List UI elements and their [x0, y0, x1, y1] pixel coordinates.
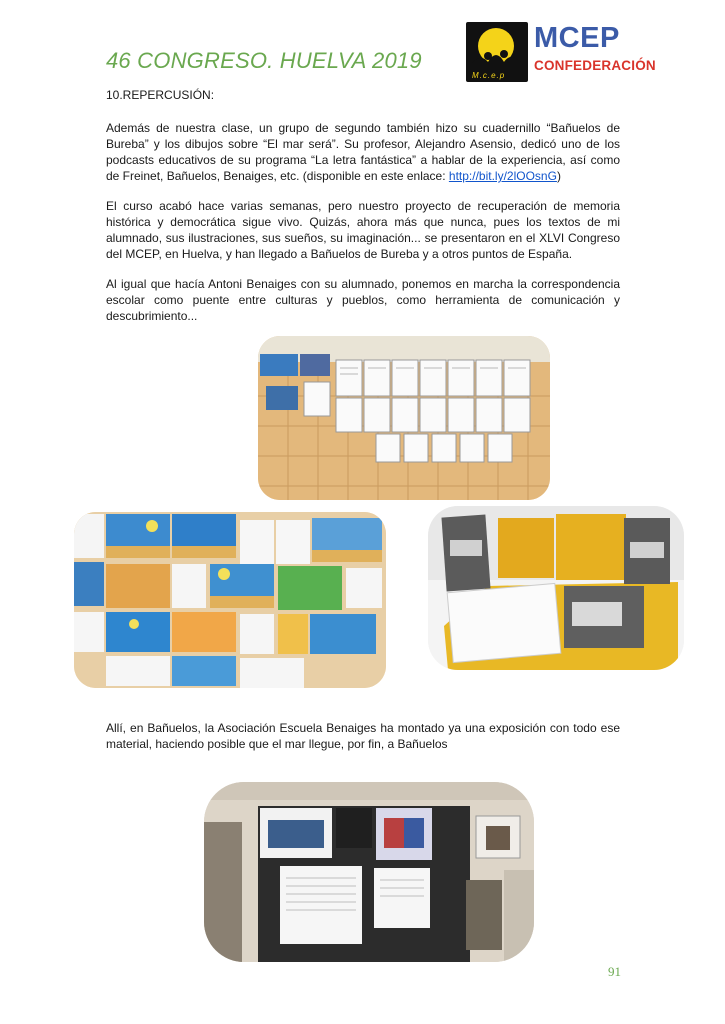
exhibition-image	[204, 782, 534, 962]
sea-drawings-image	[74, 512, 386, 688]
sea-drawings-photo	[74, 512, 386, 688]
logo-subtitle: CONFEDERACIÓN	[534, 58, 656, 73]
logo-small-text: M.c.e.p	[472, 71, 506, 80]
logo-name: MCEP	[534, 22, 620, 54]
section-heading: 10.REPERCUSIÓN:	[106, 88, 215, 102]
paragraph-1	[106, 120, 620, 184]
paragraph-1-text: Además de nuestra clase, un grupo de segundo también hizo su cuadernillo “Bañuelos de Bureba” y los dibujos sobre “El mar será”. Su profesor, Alejandro Asensio, dedicó uno de los podcasts educativos de su programa “La letra fantástica” a hablar de la experiencia, así como de Freinet, Bañuelos, Benaiges, etc. (disponible en este enlace:	[106, 121, 620, 183]
page-title: 46 CONGRESO. HUELVA 2019	[106, 48, 422, 73]
paragraph-3: Al igual que hacía Antoni Benaiges con su alumnado, ponemos en marcha la correspondencia escolar como puente entre culturas y pueblos, como herramienta de comunicación y descubrimiento...	[106, 277, 620, 323]
booklets-photo	[428, 506, 684, 670]
wall-texts-photo	[258, 336, 550, 500]
paragraph-2: El curso acabó hace varias semanas, pero nuestro proyecto de recuperación de memoria histórica y democrática sigue vivo. Quizás, ahora más que nunca, pues los textos de mi alumnado, sus ilustraciones, sus sueños, su imaginación... se presentaron en el XLVI Congreso del MCEP, en Huelva, y han llegado a Bañuelos de Bureba y a otros puntos de España.	[106, 199, 620, 261]
paragraph-4: Allí, en Bañuelos, la Asociación Escuela Benaiges ha montado ya una exposición con todo ese material, haciendo posible que el mar llegue, por fin, a Bañuelos	[106, 721, 620, 751]
mcep-logo	[466, 22, 656, 84]
logo-emblem	[466, 22, 528, 82]
booklets-image	[428, 506, 684, 670]
podcast-link[interactable]: http://bit.ly/2lOOsnG	[448, 169, 557, 183]
paragraph-1-end: )	[556, 169, 561, 183]
wall-texts-image	[258, 336, 550, 500]
exhibition-photo	[204, 782, 534, 962]
page-number: 91	[608, 964, 621, 979]
